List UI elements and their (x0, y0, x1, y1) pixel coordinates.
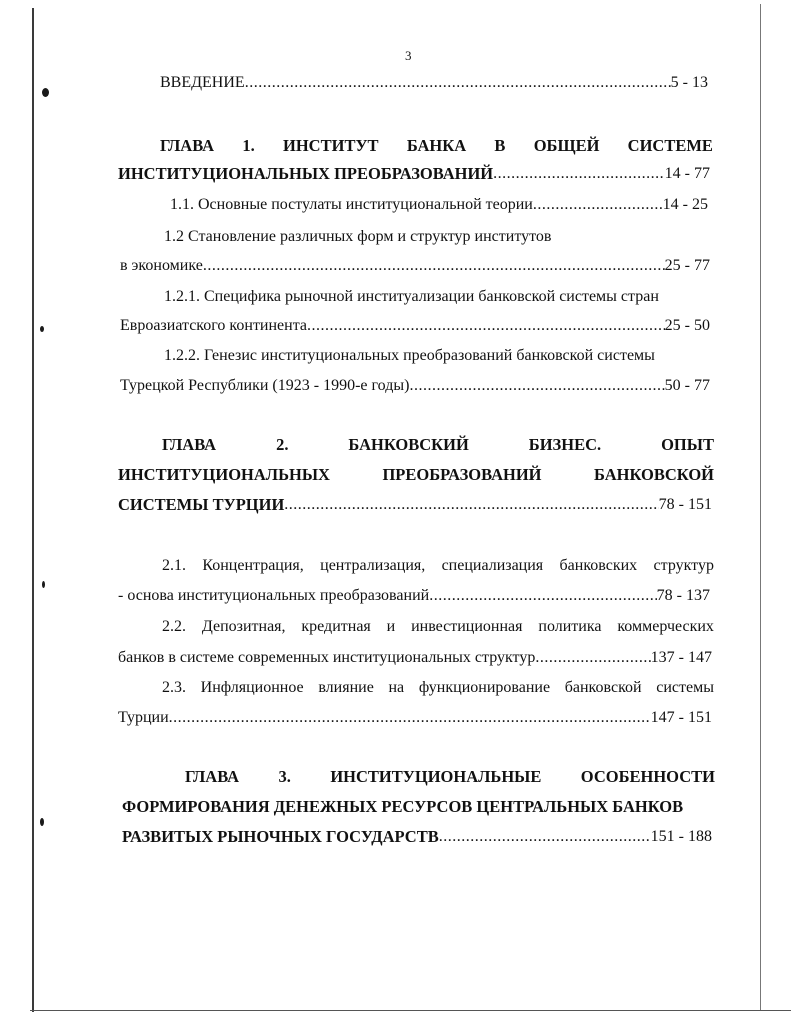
scan-speck (40, 818, 44, 826)
section-word: специализация (441, 557, 544, 574)
section-1-2-2-pages: 50 - 77 (664, 377, 710, 394)
chapter-word: БИЗНЕС. (528, 435, 602, 454)
toc-entry-2-3-line1 (162, 678, 714, 698)
toc-entry-1-1 (170, 195, 708, 215)
chapter-word: БАНКОВСКИЙ (348, 435, 469, 454)
scan-speck (42, 88, 49, 97)
toc-leader-dots (429, 586, 656, 606)
section-word: коммерческих (617, 618, 714, 635)
toc-leader-dots (284, 495, 658, 515)
toc-leader-dots (245, 73, 671, 93)
section-2-3-title-end: Турции (118, 709, 169, 726)
chapter-2-heading-line2 (118, 465, 714, 485)
section-word: инвестиционная (411, 618, 523, 635)
chapter-word: ГЛАВА (185, 767, 240, 786)
scan-speck (40, 326, 44, 332)
toc-leader-dots (307, 316, 665, 336)
section-1-2-1-pages: 25 - 50 (664, 317, 710, 334)
section-1-2-2-title-end: Турецкой Республики (1923 - 1990-е годы) (120, 377, 410, 394)
chapter-2-heading-line3 (118, 495, 712, 515)
scan-left-edge (32, 8, 34, 1012)
chapter-word: ГЛАВА (162, 435, 217, 454)
scan-right-edge (760, 4, 761, 1010)
scan-bottom-edge (30, 1010, 791, 1011)
chapter-1-heading-line2 (118, 164, 710, 184)
chapter-3-pages: 151 - 188 (650, 828, 712, 845)
section-word: 2.2. (162, 618, 186, 635)
section-word: кредитная (301, 618, 371, 635)
section-word: политика (538, 618, 602, 635)
toc-entry-1-2-1-line2 (120, 316, 710, 336)
section-word: банковской (564, 679, 642, 696)
section-word: централизация, (320, 557, 426, 574)
chapter-word: В (494, 136, 506, 155)
chapter-word: ИНСТИТУЦИОНАЛЬНЫЕ (330, 767, 542, 786)
section-word: влияние (318, 679, 374, 696)
section-word: функционирование (418, 679, 551, 696)
section-word: Инфляционное (200, 679, 304, 696)
toc-intro-title: ВВЕДЕНИЕ (160, 74, 245, 91)
chapter-word: 3. (278, 767, 291, 786)
chapter-word: ИНСТИТУЦИОНАЛЬНЫХ (118, 465, 330, 484)
toc-entry-1-2-1-line1: 1.2.1. Специфика рыночной институализации банковской системы стран (164, 288, 659, 305)
page-number: 3 (405, 48, 412, 63)
section-2-1-title-end: - основа институциональных преобразований (118, 587, 430, 604)
section-word: 2.3. (162, 679, 186, 696)
chapter-word: ИНСТИТУТ (283, 136, 379, 155)
chapter-3-heading-line1 (185, 767, 715, 787)
section-word: системы (656, 679, 714, 696)
chapter-1-heading-line1 (160, 136, 713, 156)
toc-leader-dots (409, 376, 664, 396)
toc-intro-pages: 5 - 13 (670, 74, 708, 91)
chapter-word: ОПЫТ (661, 435, 714, 454)
toc-leader-dots (203, 256, 665, 276)
section-word: структур (653, 557, 714, 574)
section-1-2-title-end: в экономике (120, 257, 203, 274)
chapter-word: ОБЩЕЙ (533, 136, 600, 155)
toc-entry-1-2-line2 (120, 256, 710, 276)
section-1-2-pages: 25 - 77 (664, 257, 710, 274)
section-word: Депозитная, (201, 618, 286, 635)
chapter-2-heading-line1 (162, 435, 714, 455)
section-2-1-pages: 78 - 137 (656, 587, 710, 604)
chapter-word: 1. (242, 136, 255, 155)
chapter-word: БАНКОВСКОЙ (594, 465, 714, 484)
section-word: на (388, 679, 405, 696)
chapter-word: БАНКА (406, 136, 467, 155)
chapter-1-title: ИНСТИТУЦИОНАЛЬНЫХ ПРЕОБРАЗОВАНИЙ (118, 164, 494, 183)
section-2-2-pages: 137 - 147 (650, 649, 712, 666)
chapter-3-heading-line3 (122, 827, 712, 847)
section-1-1-pages: 14 - 25 (662, 196, 708, 213)
toc-entry-2-2-line2 (118, 648, 712, 668)
chapter-word: СИСТЕМЕ (627, 136, 713, 155)
chapter-3-heading-line2: ФОРМИРОВАНИЯ ДЕНЕЖНЫХ РЕСУРСОВ ЦЕНТРАЛЬНЫХ БАНКОВ (122, 797, 684, 816)
section-2-2-title-end: банков в системе современных институциональных структур (118, 649, 536, 666)
chapter-word: 2. (276, 435, 289, 454)
section-1-2-1-title-end: Евроазиатского континента (120, 317, 308, 334)
toc-leader-dots (169, 708, 651, 728)
toc-entry-2-1-line1 (162, 556, 714, 576)
chapter-word: ПРЕОБРАЗОВАНИЙ (382, 465, 542, 484)
toc-leader-dots (493, 164, 665, 184)
toc-entry-1-2-line1: 1.2 Становление различных форм и структур институтов (164, 228, 552, 245)
section-word: Концентрация, (202, 557, 304, 574)
toc-leader-dots (535, 648, 650, 668)
chapter-1-pages: 14 - 77 (664, 165, 710, 182)
toc-entry-intro (160, 73, 708, 93)
chapter-word: ГЛАВА (160, 136, 215, 155)
section-word: и (386, 618, 396, 635)
toc-entry-1-2-2-line2 (120, 376, 710, 396)
toc-leader-dots (533, 195, 663, 215)
chapter-3-title-end: РАЗВИТЫХ РЫНОЧНЫХ ГОСУДАРСТВ (122, 827, 439, 846)
toc-entry-2-3-line2 (118, 708, 712, 728)
chapter-word: ОСОБЕННОСТИ (580, 767, 715, 786)
section-word: 2.1. (162, 557, 186, 574)
chapter-2-title-end: СИСТЕМЫ ТУРЦИИ (118, 495, 285, 514)
section-1-1-title: 1.1. Основные постулаты институциональной теории (170, 196, 533, 213)
toc-entry-2-2-line1 (162, 617, 714, 637)
section-2-3-pages: 147 - 151 (650, 709, 712, 726)
toc-leader-dots (439, 827, 651, 847)
scan-speck (42, 581, 45, 588)
section-word: банковских (559, 557, 638, 574)
toc-entry-1-2-2-line1: 1.2.2. Генезис институциональных преобразований банковской системы (164, 347, 655, 364)
toc-entry-2-1-line2 (118, 586, 710, 606)
chapter-2-pages: 78 - 151 (658, 496, 712, 513)
